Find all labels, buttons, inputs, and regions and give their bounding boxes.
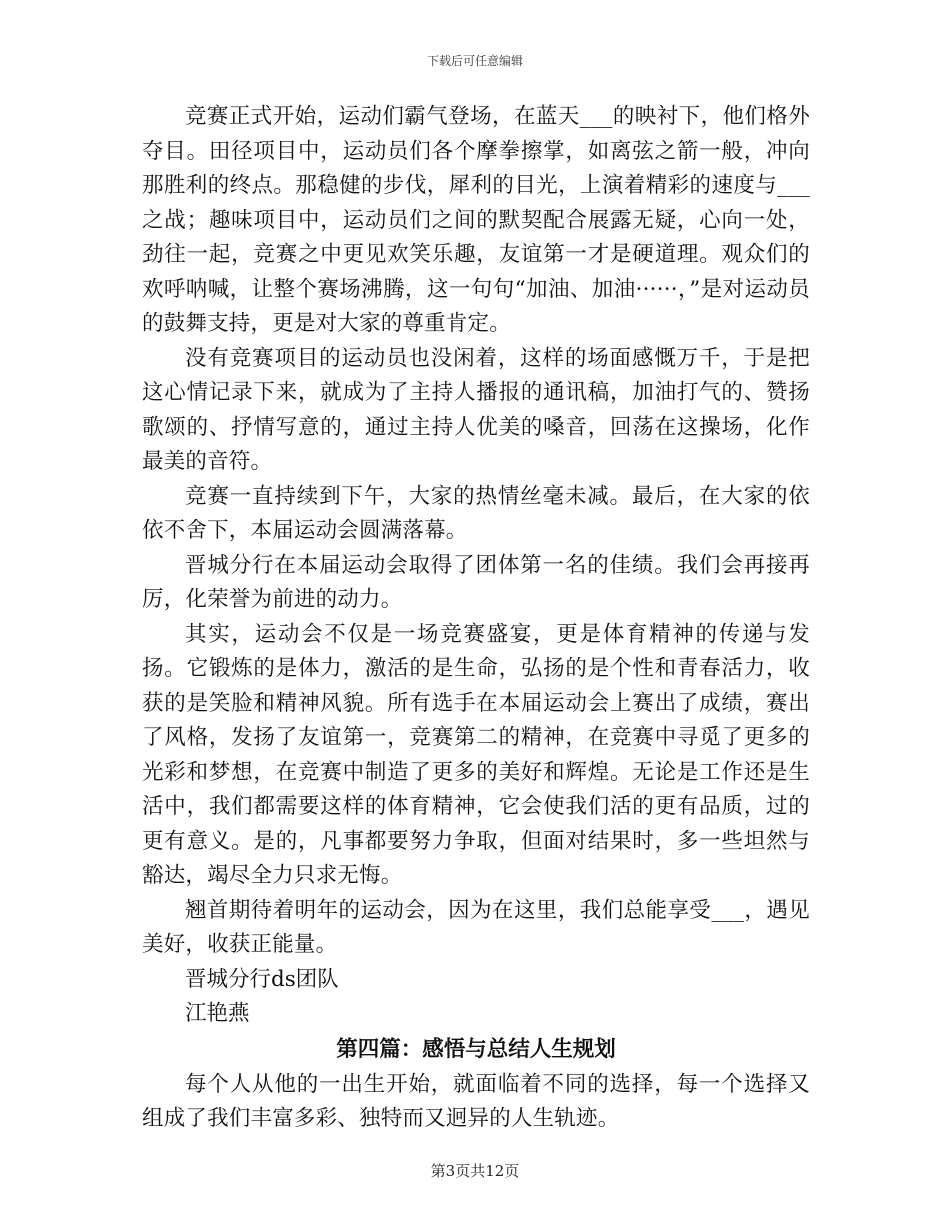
paragraph-competition: 竞赛正式开始，运动们霸气登场，在蓝天___的映衬下，他们格外夺目。田径项目中，运动员们各个摩拳擦掌，如离弦之箭一般，冲向那胜利的终点。那稳健的步伐，犀利的目光，上演着精彩的速度与___之战；趣味项目中，运动员们之间的默契配合展露无疑，心向一处，劲往一起，竞赛之中更见欢笑乐趣，友谊第一才是硬道理。观众们的欢呼呐喊，让整个赛场沸腾，这一句句“加油、加油······，”是对运动员的鼓舞支持，更是对大家的尊重肯定。 [142,104,810,336]
paragraph-looking-forward: 翘首期待着明年的运动会，因为在这里，我们总能享受___，遇见美好，收获正能量。 [142,897,810,957]
paragraph-achievement: 晋城分行在本届运动会取得了团体第一名的佳绩。我们会再接再厉，化荣誉为前进的动力。 [142,552,810,612]
section-heading: 第四篇：感悟与总结人生规划 [336,1036,616,1062]
signature-name: 江艳燕 [185,1001,250,1026]
paragraph-sports-spirit: 其实，运动会不仅是一场竞赛盛宴，更是体育精神的传递与发扬。它锻炼的是体力，激活的是生命，弘扬的是个性和青春活力，收获的是笑脸和精神风貌。所有选手在本届运动会上赛出了成绩，赛出了风格，发扬了友谊第一，竞赛第二的精神，在竞赛中寻觅了更多的光彩和梦想，在竞赛中制造了更多的美好和辉煌。无论是工作还是生活中，我们都需要这样的体育精神，它会使我们活的更有品质，过的更有意义。是的，凡事都要努力争取，但面对结果时，多一些坦然与豁达，竭尽全力只求无悔。 [142,621,810,888]
document-body [142,100,810,1137]
page-number: 第3页共12页 [430,1162,520,1180]
page-header: 下载后可任意编辑 [426,54,523,68]
signature-team: 晋城分行ds团队 [185,966,339,992]
paragraph-closing: 竞赛一直持续到下午，大家的热情丝毫未减。最后，在大家的依依不舍下，本届运动会圆满落幕。 [142,483,810,543]
paragraph-life-planning: 每个人从他的一出生开始，就面临着不同的选择，每一个选择又组成了我们丰富多彩、独特而又迥异的人生轨迹。 [142,1071,810,1131]
paragraph-broadcast: 没有竞赛项目的运动员也没闲着，这样的场面感慨万千，于是把这心情记录下来，就成为了主持人播报的通讯稿，加油打气的、赞扬歌颂的、抒情写意的，通过主持人优美的嗓音，回荡在这操场，化作最美的音符。 [142,345,810,474]
